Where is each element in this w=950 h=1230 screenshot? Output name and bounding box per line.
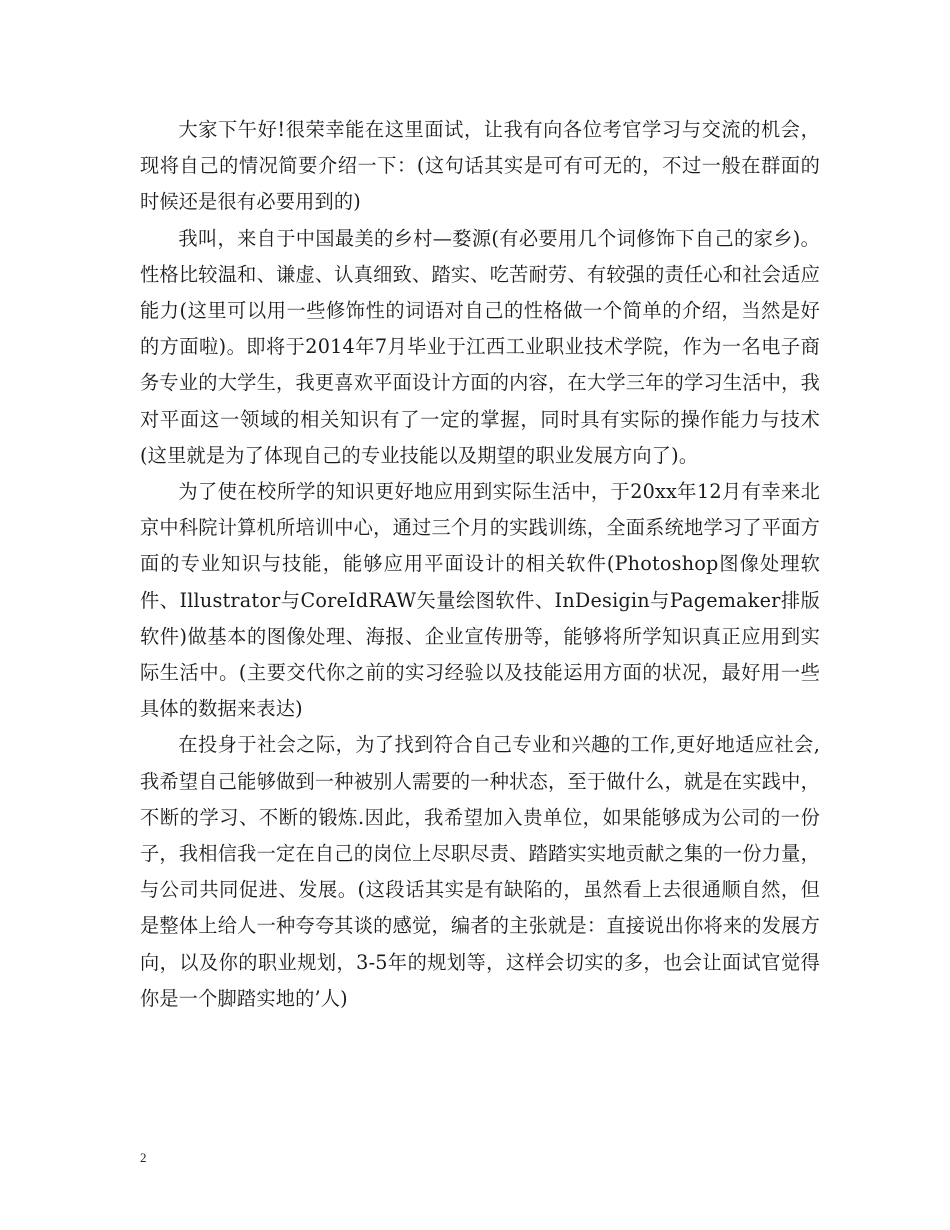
paragraph-career-goals: 在投身于社会之际，为了找到符合自己专业和兴趣的工作,更好地适应社会,我希望自己能够做到一种被别人需要的一种状态，至于做什么，就是在实践中，不断的学习、不断的锻炼.因此，我希望加入贵单位，如果能够成为公司的一份子，我相信我一定在自己的岗位上尽职尽责、踏踏实实地贡献之集的一份力量，与公司共同促进、发展。(这段话其实是有缺陷的，虽然看上去很通顺自然，但是整体上给人一种夸夸其谈的感觉，编者的主张就是：直接说出你将来的发展方向，以及你的职业规划，3-5年的规划等，这样会切实的多，也会让面试官觉得你是一个脚踏实地的’人) — [140, 733, 820, 1010]
document-body — [140, 112, 820, 1017]
paragraph-training-experience: 为了使在校所学的知识更好地应用到实际生活中，于20xx年12月有幸来北京中科院计算机所培训中心，通过三个月的实践训练，全面系统地学习了平面方面的专业知识与技能，能够应用平面设计的相关软件(Photoshop图像处理软件、Illustrator与CoreIdRAW矢量绘图软件、InDesigin与Pagemaker排版软件)做基本的图像处理、海报、企业宣传册等，能够将所学知识真正应用到实际生活中。(主要交代你之前的实习经验以及技能运用方面的状况，最好用一些具体的数据来表达) — [140, 480, 820, 721]
paragraph-self-introduction: 我叫，来自于中国最美的乡村—婺源(有必要用几个词修饰下自己的家乡)。性格比较温和、谦虚、认真细致、踏实、吃苦耐劳、有较强的责任心和社会适应能力(这里可以用一些修饰性的词语对自己的性格做一个简单的介绍，当然是好的方面啦)。即将于2014年7月毕业于江西工业职业技术学院，作为一名电子商务专业的大学生，我更喜欢平面设计方面的内容，在大学三年的学习生活中，我对平面这一领域的相关知识有了一定的掌握，同时具有实际的操作能力与技术(这里就是为了体现自己的专业技能以及期望的职业发展方向了)。 — [140, 226, 820, 467]
paragraph-greeting: 大家下午好!很荣幸能在这里面试，让我有向各位考官学习与交流的机会，现将自己的情况简要介绍一下：(这句话其实是可有可无的，不过一般在群面的时候还是很有必要用到的) — [140, 118, 820, 214]
page-number: 2 — [140, 1150, 147, 1165]
